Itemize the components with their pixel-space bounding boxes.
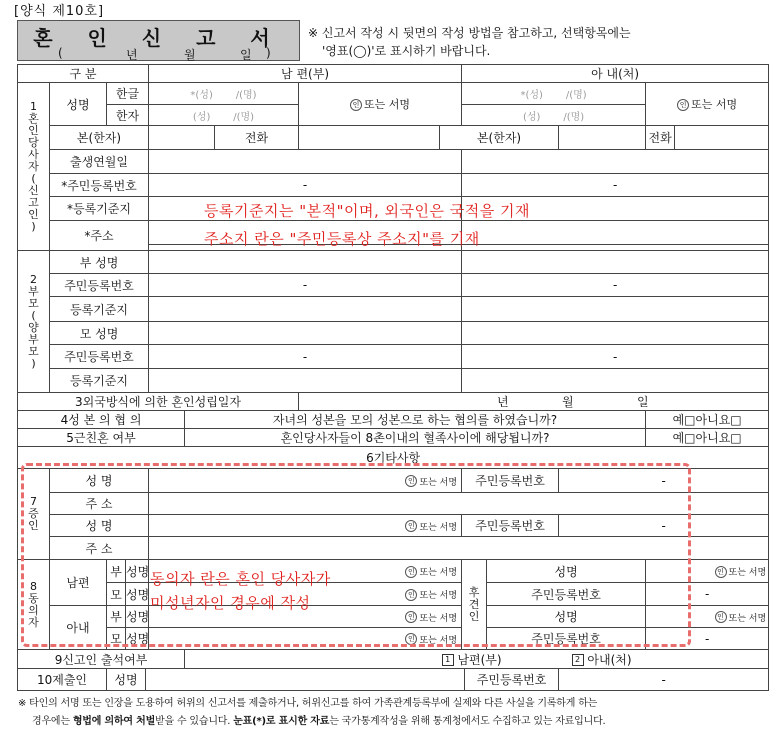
guardian1-resident-no-field[interactable]: - [646, 583, 769, 606]
mother-reg-base-label: 등록기준지 [50, 369, 149, 393]
section-1-label: 1 혼 인 당 사 자 ( 신 고 인 ) [18, 83, 50, 251]
annotation-reg-base: 등록기준지는 "본적"이며, 외국인은 국적을 기재 [204, 202, 530, 220]
wife-father-reg-base-field[interactable] [462, 297, 769, 322]
consent-wife-label: 아내 [50, 606, 107, 650]
address-label: *주소 [50, 221, 149, 251]
witness1-resident-no-field[interactable]: - [559, 469, 769, 493]
husband-mother-name-field[interactable] [149, 322, 462, 345]
consent-name-label: 성명 [126, 628, 149, 650]
surname-agreement-label: 4성 본 의 협 의 [18, 411, 185, 429]
wife-name-hangul-field[interactable]: *(성) /(명) [462, 83, 646, 105]
seal-icon: 인 [350, 99, 362, 111]
husband-seal-or-sign[interactable]: 인 또는 서명 [299, 83, 462, 126]
date-open: ( [58, 46, 63, 60]
footer-line: 경우에는 형법에 의하여 처벌받을 수 있습니다. 눈표(*)로 표시한 자료는 국가통계작성을 위해 통계청에서도 수집하고 있는 자료입니다. [32, 716, 606, 727]
birth-label: 출생연월일 [50, 150, 149, 174]
witness2-name-field[interactable]: 인 또는 서명 [149, 515, 462, 537]
division-header: 구 분 [18, 65, 149, 83]
annotation-address: 주소지 란은 "주민등록상 주소지"를 기재 [204, 230, 480, 248]
wife-mother-reg-base-field[interactable] [462, 369, 769, 393]
seal-icon: 인 [715, 611, 727, 623]
consent-mother-label: 모 [107, 628, 126, 650]
husband-father-consent-field[interactable]: 인 또는 서명 [149, 560, 462, 583]
witness1-name-field[interactable]: 인 또는 서명 [149, 469, 462, 493]
surname-agreement-question: 자녀의 성본을 모의 성본으로 하는 협의를 하였습니까? [185, 411, 646, 429]
instructions [308, 24, 631, 60]
surname-agreement-answer[interactable]: 예□아니요□ [646, 411, 769, 429]
instruction-line: '영표(◯)'로 표시하기 바랍니다. [322, 44, 491, 58]
seal-icon: 인 [405, 611, 417, 623]
seal-icon: 인 [405, 589, 417, 601]
husband-father-resident-no-field[interactable]: - [149, 274, 462, 297]
husband-birth-field[interactable] [149, 150, 462, 174]
name-label: 성명 [50, 83, 107, 126]
consent-father-label: 부 [107, 560, 126, 583]
mother-name-label: 모 성명 [50, 322, 149, 345]
witness1-name-label: 성 명 [50, 469, 149, 493]
foreign-marriage-date-field[interactable]: 년 월 일 [299, 393, 769, 411]
husband-mother-consent-field[interactable]: 인 또는 서명 [149, 583, 462, 606]
submitter-name-label: 성명 [107, 669, 146, 691]
guardian1-resident-no-label: 주민등록번호 [487, 583, 646, 606]
hanja-label: 한자 [107, 105, 149, 126]
form-number: [양식 제10호] [14, 4, 105, 19]
consanguinity-answer[interactable]: 예□아니요□ [646, 429, 769, 447]
origin-label: 본(한자) [50, 126, 149, 150]
mother-resident-no-label: 주민등록번호 [50, 345, 149, 369]
attendance-option-1-box[interactable]: 1 [442, 654, 454, 666]
wife-father-consent-field[interactable]: 인 또는 서명 [149, 606, 462, 628]
husband-mother-resident-no-field[interactable]: - [149, 345, 462, 369]
wife-header: 아 내(처) [462, 65, 769, 83]
annotation-consent-1: 동의자 란은 혼인 당사자가 [150, 570, 331, 588]
witness2-resident-no-field[interactable]: - [559, 515, 769, 537]
guardian-label: 후 견 인 [462, 560, 487, 650]
wife-seal-or-sign[interactable]: 인 또는 서명 [646, 83, 769, 126]
wife-phone-field[interactable] [675, 126, 769, 150]
section-7-label: 7 증 인 [18, 469, 50, 560]
husband-name-hangul-field[interactable]: *(성) /(명) [149, 83, 299, 105]
husband-origin-field[interactable] [149, 126, 215, 150]
consent-highlight-border [21, 463, 691, 647]
father-name-label: 부 성명 [50, 251, 149, 274]
consent-name-label: 성명 [126, 606, 149, 628]
witness1-address-label: 주 소 [50, 493, 149, 515]
guardian1-name-label: 성명 [487, 560, 646, 583]
form-title: 혼 인 신 고 서 [33, 26, 284, 50]
attendance-options[interactable] [185, 650, 769, 669]
instruction-line: ※ 신고서 작성 시 뒷면의 작성 방법을 참고하고, 선택항목에는 [308, 26, 631, 40]
submitter-label: 10제출인 [18, 669, 107, 691]
annotation-consent-2: 미성년자인 경우에 작성 [150, 594, 311, 612]
hangul-label: 한글 [107, 83, 149, 105]
husband-header: 남 편(부) [149, 65, 462, 83]
wife-mother-consent-field[interactable]: 인 또는 서명 [149, 628, 462, 650]
guardian1-name-field[interactable]: 인 또는 서명 [646, 560, 769, 583]
wife-origin-field[interactable] [559, 126, 646, 150]
consanguinity-label: 5근친혼 여부 [18, 429, 185, 447]
attendance-option-2-label: 아내(처) [587, 652, 632, 667]
date-month: 월 [184, 48, 196, 62]
wife-phone-label: 전화 [646, 126, 675, 150]
wife-father-name-field[interactable] [462, 251, 769, 274]
wife-origin-label: 본(한자) [440, 126, 559, 150]
husband-name-hanja-field[interactable]: (성) /(명) [149, 105, 299, 126]
attendance-option-1-label: 남편(부) [457, 652, 502, 667]
seal-icon: 인 [405, 633, 417, 645]
wife-birth-field[interactable] [462, 150, 769, 174]
consent-father-label: 부 [107, 606, 126, 628]
date-close: ) [266, 46, 271, 60]
wife-father-resident-no-field[interactable]: - [462, 274, 769, 297]
guardian2-name-field[interactable]: 인 또는 서명 [646, 606, 769, 628]
guardian2-name-label: 성명 [487, 606, 646, 628]
section-2-label: 2 부 모 ( 양 부 모 ) [18, 251, 50, 393]
wife-address-field[interactable] [462, 221, 769, 245]
footer-line: ※ 타인의 서명 또는 인장을 도용하여 허위의 신고서를 제출하거나, 허위신고를 하여 가족관계등록부에 실제와 다른 사실을 기록하게 하는 [18, 698, 598, 709]
consent-name-label: 성명 [126, 583, 149, 606]
submitter-name-field[interactable] [146, 669, 465, 691]
husband-father-name-field[interactable] [149, 251, 462, 274]
seal-icon: 인 [715, 566, 727, 578]
consent-mother-label: 모 [107, 583, 126, 606]
wife-resident-no-field[interactable]: - [462, 174, 769, 197]
guardian2-resident-no-field[interactable]: - [646, 628, 769, 650]
witness2-address-label: 주 소 [50, 537, 149, 560]
husband-phone-field[interactable] [299, 126, 440, 150]
wife-name-hanja-field[interactable]: (성) /(명) [462, 105, 646, 126]
attendance-option-2-box[interactable]: 2 [572, 654, 584, 666]
father-reg-base-label: 등록기준지 [50, 297, 149, 322]
guardian2-resident-no-label: 주민등록번호 [487, 628, 646, 650]
seal-icon: 인 [677, 99, 689, 111]
seal-icon: 인 [405, 566, 417, 578]
husband-father-reg-base-field[interactable] [149, 297, 462, 322]
reg-base-label: *등록기준지 [50, 197, 149, 221]
other-notes-label: 6기타사항 [18, 447, 769, 469]
form-title-box [17, 20, 300, 61]
seal-icon: 인 [405, 475, 417, 487]
husband-phone-label: 전화 [215, 126, 299, 150]
husband-mother-reg-base-field[interactable] [149, 369, 462, 393]
legal-footer [18, 695, 698, 731]
wife-mother-name-field[interactable] [462, 322, 769, 345]
resident-no-label: *주민등록번호 [50, 174, 149, 197]
date-day: 일 [240, 48, 252, 62]
section-8-label: 8 동 의 자 [18, 560, 50, 650]
witness1-resident-no-label: 주민등록번호 [462, 469, 559, 493]
father-resident-no-label: 주민등록번호 [50, 274, 149, 297]
consanguinity-question: 혼인당사자들이 8촌이내의 혈족사이에 해당됩니까? [185, 429, 646, 447]
wife-mother-resident-no-field[interactable]: - [462, 345, 769, 369]
attendance-label: 9신고인 출석여부 [18, 650, 185, 669]
witness2-name-label: 성 명 [50, 515, 149, 537]
seal-icon: 인 [405, 520, 417, 532]
submitter-resident-no-field[interactable]: - [559, 669, 769, 691]
consent-name-label: 성명 [126, 560, 149, 583]
consent-husband-label: 남편 [50, 560, 107, 606]
submitter-resident-no-label: 주민등록번호 [465, 669, 559, 691]
witness2-resident-no-label: 주민등록번호 [462, 515, 559, 537]
date-year: 년 [126, 48, 138, 62]
foreign-marriage-date-label: 3외국방식에 의한 혼인성립일자 [18, 393, 299, 411]
husband-resident-no-field[interactable]: - [149, 174, 462, 197]
